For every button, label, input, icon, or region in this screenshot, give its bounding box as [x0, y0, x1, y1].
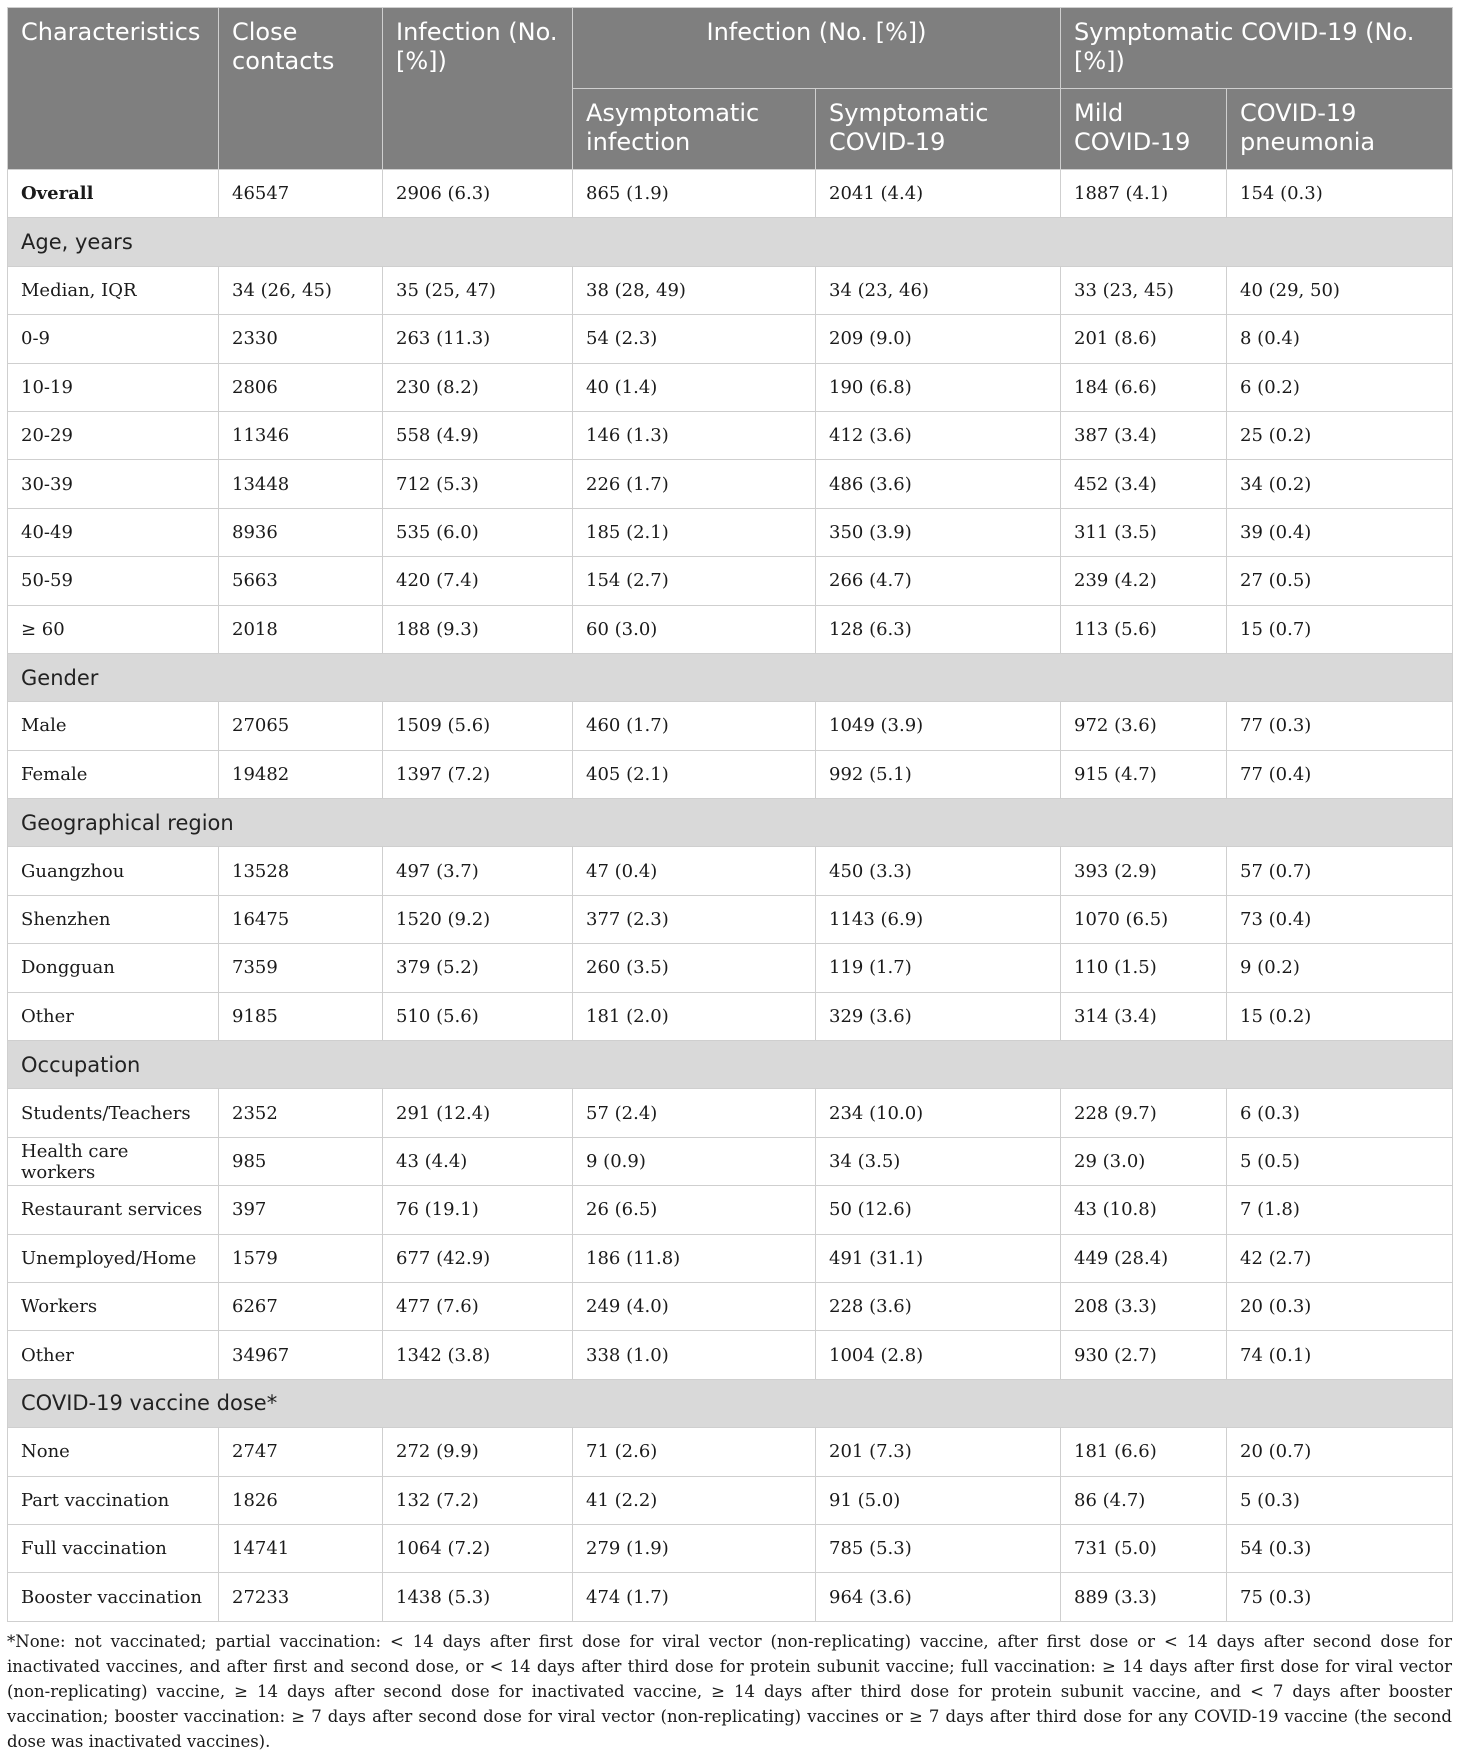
table-cell: 57 (0.7) — [1227, 847, 1453, 895]
row-label: Other — [8, 992, 219, 1040]
table-cell: 2806 — [219, 363, 383, 411]
table-row — [8, 557, 1453, 605]
table-footnote: *None: not vaccinated; partial vaccination: < 14 days after first dose for viral vector (non-replicating) vaccine, after first dose or < 14 days after second dose for inactivated vaccines, and after first and second dose, or < 14 days after third dose for protein subunit vaccine; full vaccination: ≥ 14 days after first dose for viral vector (non-replicating) vaccine, ≥ 14 days after second dose for inactivated vaccine, ≥ 14 days after third dose for protein subunit vaccine, and < 7 days after booster vaccination; booster vaccination: ≥ 7 days after second dose for viral vector (non-replicating) vaccines or ≥ 7 days after third dose for any COVID-19 vaccine (the second dose was inactivated vaccines). — [7, 1631, 1452, 1751]
table-cell: 930 (2.7) — [1061, 1331, 1227, 1379]
table-cell: 6 (0.2) — [1227, 363, 1453, 411]
table-cell: 393 (2.9) — [1061, 847, 1227, 895]
table-container — [7, 7, 1452, 1754]
table-cell: 972 (3.6) — [1061, 702, 1227, 750]
row-label: Students/Teachers — [8, 1089, 219, 1137]
table-cell: 132 (7.2) — [383, 1476, 573, 1524]
row-label: Male — [8, 702, 219, 750]
table-cell: 6 (0.3) — [1227, 1089, 1453, 1137]
table-cell: 234 (10.0) — [816, 1089, 1061, 1137]
table-cell: 20 (0.3) — [1227, 1282, 1453, 1330]
table-cell: 26 (6.5) — [573, 1186, 816, 1234]
table-cell: 91 (5.0) — [816, 1476, 1061, 1524]
section-row — [8, 218, 1453, 266]
table-row — [8, 992, 1453, 1040]
header-symptomatic-group: Symptomatic COVID-19 (No. [%]) — [1061, 8, 1453, 89]
table-cell: 25 (0.2) — [1227, 411, 1453, 459]
table-cell: 450 (3.3) — [816, 847, 1061, 895]
table-cell: 5 (0.3) — [1227, 1476, 1453, 1524]
table-cell: 1049 (3.9) — [816, 702, 1061, 750]
table-cell: 314 (3.4) — [1061, 992, 1227, 1040]
table-cell: 230 (8.2) — [383, 363, 573, 411]
table-cell: 154 (2.7) — [573, 557, 816, 605]
row-label: 40-49 — [8, 508, 219, 556]
table-cell: 420 (7.4) — [383, 557, 573, 605]
table-row — [8, 1186, 1453, 1234]
table-cell: 2747 — [219, 1428, 383, 1476]
table-row — [8, 1428, 1453, 1476]
table-row — [8, 315, 1453, 363]
table-cell: 208 (3.3) — [1061, 1282, 1227, 1330]
table-cell: 486 (3.6) — [816, 460, 1061, 508]
table-cell: 47 (0.4) — [573, 847, 816, 895]
table-cell: 13528 — [219, 847, 383, 895]
row-label: Unemployed/Home — [8, 1234, 219, 1282]
table-cell: 1438 (5.3) — [383, 1573, 573, 1621]
table-cell: 558 (4.9) — [383, 411, 573, 459]
table-cell: 449 (28.4) — [1061, 1234, 1227, 1282]
table-cell: 338 (1.0) — [573, 1331, 816, 1379]
section-row — [8, 799, 1453, 847]
table-cell: 5 (0.5) — [1227, 1137, 1453, 1185]
table-cell: 29 (3.0) — [1061, 1137, 1227, 1185]
table-cell: 77 (0.3) — [1227, 702, 1453, 750]
table-cell: 228 (9.7) — [1061, 1089, 1227, 1137]
table-cell: 35 (25, 47) — [383, 266, 573, 314]
table-cell: 2906 (6.3) — [383, 170, 573, 218]
row-label: Part vaccination — [8, 1476, 219, 1524]
table-row — [8, 266, 1453, 314]
header-close-contacts: Close contacts — [219, 8, 383, 170]
table-cell: 14741 — [219, 1524, 383, 1572]
table-cell: 1887 (4.1) — [1061, 170, 1227, 218]
table-cell: 74 (0.1) — [1227, 1331, 1453, 1379]
table-cell: 110 (1.5) — [1061, 944, 1227, 992]
table-cell: 50 (12.6) — [816, 1186, 1061, 1234]
table-cell: 9185 — [219, 992, 383, 1040]
table-cell: 226 (1.7) — [573, 460, 816, 508]
row-label: Other — [8, 1331, 219, 1379]
table-cell: 1004 (2.8) — [816, 1331, 1061, 1379]
row-label: Dongguan — [8, 944, 219, 992]
header-characteristics: Characteristics — [8, 8, 219, 170]
table-row — [8, 1089, 1453, 1137]
table-cell: 985 — [219, 1137, 383, 1185]
table-cell: 239 (4.2) — [1061, 557, 1227, 605]
row-label: Health care workers — [8, 1137, 219, 1185]
row-label: None — [8, 1428, 219, 1476]
table-body — [8, 170, 1453, 1622]
row-label: 20-29 — [8, 411, 219, 459]
section-label: Occupation — [8, 1041, 1453, 1089]
row-label: Shenzhen — [8, 895, 219, 943]
section-label: COVID-19 vaccine dose* — [8, 1379, 1453, 1427]
table-cell: 474 (1.7) — [573, 1573, 816, 1621]
table-cell: 1520 (9.2) — [383, 895, 573, 943]
table-cell: 42 (2.7) — [1227, 1234, 1453, 1282]
section-row — [8, 1041, 1453, 1089]
table-row — [8, 750, 1453, 798]
table-cell: 1064 (7.2) — [383, 1524, 573, 1572]
table-cell: 2041 (4.4) — [816, 170, 1061, 218]
table-row — [8, 1137, 1453, 1185]
table-cell: 1342 (3.8) — [383, 1331, 573, 1379]
table-cell: 1143 (6.9) — [816, 895, 1061, 943]
table-cell: 15 (0.7) — [1227, 605, 1453, 653]
table-cell: 77 (0.4) — [1227, 750, 1453, 798]
row-label: Workers — [8, 1282, 219, 1330]
table-cell: 73 (0.4) — [1227, 895, 1453, 943]
table-row — [8, 944, 1453, 992]
table-cell: 228 (3.6) — [816, 1282, 1061, 1330]
table-cell: 40 (29, 50) — [1227, 266, 1453, 314]
table-cell: 154 (0.3) — [1227, 170, 1453, 218]
row-label: Median, IQR — [8, 266, 219, 314]
table-cell: 1579 — [219, 1234, 383, 1282]
table-cell: 477 (7.6) — [383, 1282, 573, 1330]
table-row — [8, 363, 1453, 411]
table-row — [8, 1476, 1453, 1524]
row-label: Guangzhou — [8, 847, 219, 895]
section-label: Age, years — [8, 218, 1453, 266]
table-cell: 186 (11.8) — [573, 1234, 816, 1282]
table-cell: 113 (5.6) — [1061, 605, 1227, 653]
table-cell: 34 (0.2) — [1227, 460, 1453, 508]
table-cell: 34 (3.5) — [816, 1137, 1061, 1185]
table-cell: 27065 — [219, 702, 383, 750]
table-cell: 1509 (5.6) — [383, 702, 573, 750]
section-row — [8, 1379, 1453, 1427]
table-cell: 39 (0.4) — [1227, 508, 1453, 556]
table-cell: 57 (2.4) — [573, 1089, 816, 1137]
table-cell: 412 (3.6) — [816, 411, 1061, 459]
table-cell: 60 (3.0) — [573, 605, 816, 653]
table-cell: 329 (3.6) — [816, 992, 1061, 1040]
table-cell: 188 (9.3) — [383, 605, 573, 653]
table-cell: 54 (0.3) — [1227, 1524, 1453, 1572]
table-row — [8, 847, 1453, 895]
table-cell: 2330 — [219, 315, 383, 363]
row-label: Full vaccination — [8, 1524, 219, 1572]
table-cell: 964 (3.6) — [816, 1573, 1061, 1621]
table-cell: 86 (4.7) — [1061, 1476, 1227, 1524]
table-cell: 7359 — [219, 944, 383, 992]
table-cell: 128 (6.3) — [816, 605, 1061, 653]
table-cell: 405 (2.1) — [573, 750, 816, 798]
header-asymptomatic: Asymptomatic infection — [573, 89, 816, 170]
row-label: Female — [8, 750, 219, 798]
table-cell: 43 (4.4) — [383, 1137, 573, 1185]
table-row — [8, 460, 1453, 508]
table-cell: 377 (2.3) — [573, 895, 816, 943]
table-row — [8, 702, 1453, 750]
header-infection-group: Infection (No. [%]) — [573, 8, 1061, 89]
table-cell: 71 (2.6) — [573, 1428, 816, 1476]
section-label: Geographical region — [8, 799, 1453, 847]
table-cell: 387 (3.4) — [1061, 411, 1227, 459]
table-cell: 119 (1.7) — [816, 944, 1061, 992]
table-cell: 865 (1.9) — [573, 170, 816, 218]
table-cell: 379 (5.2) — [383, 944, 573, 992]
table-cell: 1826 — [219, 1476, 383, 1524]
table-row — [8, 1524, 1453, 1572]
row-label: Booster vaccination — [8, 1573, 219, 1621]
table-cell: 9 (0.9) — [573, 1137, 816, 1185]
table-cell: 27 (0.5) — [1227, 557, 1453, 605]
header-symptomatic: Symptomatic COVID-19 — [816, 89, 1061, 170]
table-cell: 34967 — [219, 1331, 383, 1379]
table-cell: 915 (4.7) — [1061, 750, 1227, 798]
table-cell: 11346 — [219, 411, 383, 459]
table-cell: 491 (31.1) — [816, 1234, 1061, 1282]
table-cell: 190 (6.8) — [816, 363, 1061, 411]
row-label: ≥ 60 — [8, 605, 219, 653]
table-cell: 535 (6.0) — [383, 508, 573, 556]
table-cell: 41 (2.2) — [573, 1476, 816, 1524]
table-cell: 1070 (6.5) — [1061, 895, 1227, 943]
table-cell: 889 (3.3) — [1061, 1573, 1227, 1621]
table-cell: 20 (0.7) — [1227, 1428, 1453, 1476]
table-cell: 677 (42.9) — [383, 1234, 573, 1282]
row-label: 10-19 — [8, 363, 219, 411]
table-cell: 184 (6.6) — [1061, 363, 1227, 411]
table-cell: 350 (3.9) — [816, 508, 1061, 556]
row-label: 30-39 — [8, 460, 219, 508]
table-cell: 27233 — [219, 1573, 383, 1621]
table-cell: 75 (0.3) — [1227, 1573, 1453, 1621]
table-row — [8, 1331, 1453, 1379]
table-header — [8, 8, 1453, 170]
table-cell: 272 (9.9) — [383, 1428, 573, 1476]
table-cell: 201 (7.3) — [816, 1428, 1061, 1476]
table-cell: 260 (3.5) — [573, 944, 816, 992]
table-cell: 1397 (7.2) — [383, 750, 573, 798]
table-cell: 712 (5.3) — [383, 460, 573, 508]
overall-row — [8, 170, 1453, 218]
table-cell: 185 (2.1) — [573, 508, 816, 556]
table-cell: 201 (8.6) — [1061, 315, 1227, 363]
table-cell: 16475 — [219, 895, 383, 943]
table-cell: 397 — [219, 1186, 383, 1234]
table-cell: 266 (4.7) — [816, 557, 1061, 605]
table-cell: 181 (2.0) — [573, 992, 816, 1040]
table-cell: 76 (19.1) — [383, 1186, 573, 1234]
row-label: Restaurant services — [8, 1186, 219, 1234]
table-cell: 497 (3.7) — [383, 847, 573, 895]
table-cell: 8936 — [219, 508, 383, 556]
table-cell: 263 (11.3) — [383, 315, 573, 363]
table-cell: 452 (3.4) — [1061, 460, 1227, 508]
table-cell: 460 (1.7) — [573, 702, 816, 750]
table-cell: 7 (1.8) — [1227, 1186, 1453, 1234]
header-infection: Infection (No. [%]) — [383, 8, 573, 170]
table-cell: 34 (26, 45) — [219, 266, 383, 314]
table-cell: 992 (5.1) — [816, 750, 1061, 798]
table-cell: 34 (23, 46) — [816, 266, 1061, 314]
table-cell: 19482 — [219, 750, 383, 798]
table-cell: 9 (0.2) — [1227, 944, 1453, 992]
table-row — [8, 895, 1453, 943]
header-pneumonia: COVID-19 pneumonia — [1227, 89, 1453, 170]
table-cell: 785 (5.3) — [816, 1524, 1061, 1572]
table-cell: 46547 — [219, 170, 383, 218]
table-cell: 731 (5.0) — [1061, 1524, 1227, 1572]
table-cell: 15 (0.2) — [1227, 992, 1453, 1040]
table-cell: 2352 — [219, 1089, 383, 1137]
table-cell: 291 (12.4) — [383, 1089, 573, 1137]
table-row — [8, 605, 1453, 653]
table-cell: 33 (23, 45) — [1061, 266, 1227, 314]
table-cell: 6267 — [219, 1282, 383, 1330]
table-cell: 146 (1.3) — [573, 411, 816, 459]
table-row — [8, 508, 1453, 556]
table-cell: 54 (2.3) — [573, 315, 816, 363]
table-cell: 311 (3.5) — [1061, 508, 1227, 556]
header-mild: Mild COVID-19 — [1061, 89, 1227, 170]
table-row — [8, 411, 1453, 459]
table-row — [8, 1234, 1453, 1282]
table-cell: 249 (4.0) — [573, 1282, 816, 1330]
section-label: Gender — [8, 653, 1453, 701]
characteristics-table — [7, 7, 1453, 1622]
row-label: 0-9 — [8, 315, 219, 363]
table-cell: 279 (1.9) — [573, 1524, 816, 1572]
table-cell: 8 (0.4) — [1227, 315, 1453, 363]
section-row — [8, 653, 1453, 701]
table-cell: 181 (6.6) — [1061, 1428, 1227, 1476]
table-cell: 13448 — [219, 460, 383, 508]
table-row — [8, 1282, 1453, 1330]
table-cell: 5663 — [219, 557, 383, 605]
table-row — [8, 1573, 1453, 1621]
table-cell: 510 (5.6) — [383, 992, 573, 1040]
table-cell: 38 (28, 49) — [573, 266, 816, 314]
table-cell: 209 (9.0) — [816, 315, 1061, 363]
row-label: Overall — [8, 170, 219, 218]
row-label: 50-59 — [8, 557, 219, 605]
table-cell: 40 (1.4) — [573, 363, 816, 411]
table-cell: 2018 — [219, 605, 383, 653]
table-cell: 43 (10.8) — [1061, 1186, 1227, 1234]
